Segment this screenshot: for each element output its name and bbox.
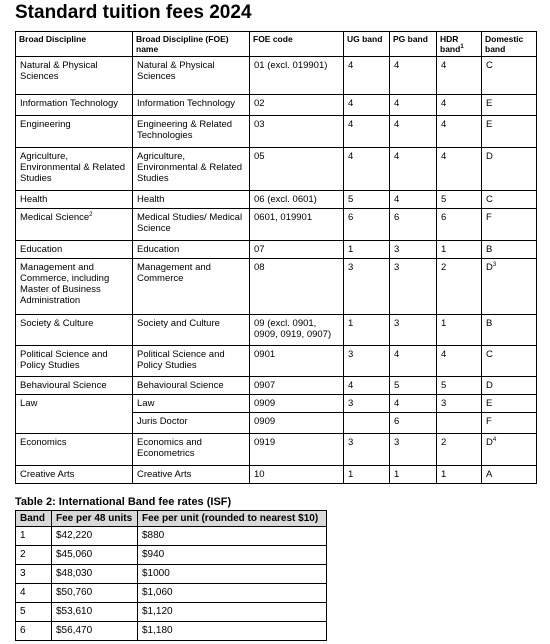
fee-per-unit-cell: [138, 603, 327, 622]
table-row: [16, 346, 537, 377]
domestic-band-cell-text: C: [486, 60, 493, 71]
column-header: [16, 32, 133, 57]
foe-name-cell: [133, 259, 250, 315]
broad-discipline-cell-text: Education: [20, 244, 63, 255]
column-header-text: Fee per 48 units: [56, 513, 133, 524]
foe-name-cell: [133, 434, 250, 466]
broad-discipline-cell: [16, 95, 133, 116]
ug-band-cell: [344, 346, 390, 377]
foe-code-cell-text: 07: [254, 244, 265, 255]
domestic-band-cell: [482, 466, 537, 484]
foe-name-cell-text: Economics and Econometrics: [137, 437, 202, 459]
hdr-band-cell: [437, 116, 482, 148]
pg-band-cell-text: 6: [394, 212, 400, 223]
foe-code-cell-text: 03: [254, 119, 265, 130]
foe-code-cell-text: 05: [254, 151, 265, 162]
hdr-band-cell: [437, 377, 482, 395]
foe-name-cell: [133, 209, 250, 241]
table-row: [16, 584, 327, 603]
fee-per-unit-cell-text: $1,060: [142, 587, 173, 598]
foe-code-cell-text: 06 (excl. 0601): [254, 194, 317, 205]
page-title: Standard tuition fees 2024: [15, 2, 252, 23]
hdr-band-cell-text: 1: [441, 244, 447, 255]
table-row: [16, 603, 327, 622]
foe-name-cell-text: Medical Studies/ Medical Science: [137, 212, 243, 234]
band-cell: [16, 527, 52, 546]
domestic-band-cell: [482, 116, 537, 148]
foe-name-cell: [133, 466, 250, 484]
domestic-band-cell: [482, 346, 537, 377]
fee-per-unit-cell: [138, 565, 327, 584]
fee-per-48-units-cell: [52, 622, 138, 641]
hdr-band-cell: [437, 413, 482, 434]
column-header-text: FOE code: [253, 34, 293, 44]
fee-per-unit-cell-text: $940: [142, 549, 165, 560]
foe-name-cell: [133, 191, 250, 209]
pg-band-cell: [390, 57, 437, 95]
column-header: [133, 32, 250, 57]
broad-discipline-cell: [16, 466, 133, 484]
pg-band-cell: [390, 116, 437, 148]
fee-per-48-units-cell-text: $56,470: [56, 625, 93, 636]
hdr-band-cell: [437, 241, 482, 259]
domestic-band-cell-footnote: 3: [492, 261, 497, 268]
foe-name-cell-text: Education: [137, 244, 180, 255]
band-cell: [16, 546, 52, 565]
domestic-band-cell: [482, 57, 537, 95]
domestic-band-cell-text: F: [486, 416, 492, 427]
band-cell-text: 5: [20, 606, 26, 617]
foe-code-cell-text: 01 (excl. 019901): [254, 60, 328, 71]
column-header-text: UG band: [347, 34, 383, 44]
table-row: [16, 565, 327, 584]
table-row: [16, 377, 537, 395]
table-header-row: [16, 32, 537, 57]
foe-name-cell: [133, 315, 250, 346]
ug-band-cell-text: 3: [348, 437, 354, 448]
table-row: [16, 395, 537, 413]
fee-per-unit-cell-text: $1000: [142, 568, 170, 579]
pg-band-cell-text: 4: [394, 60, 400, 71]
domestic-band-cell: [482, 413, 537, 434]
band-cell: [16, 584, 52, 603]
foe-code-cell: [250, 191, 344, 209]
pg-band-cell-text: 3: [394, 318, 400, 329]
foe-code-cell-text: 0909: [254, 416, 276, 427]
domestic-band-cell: [482, 241, 537, 259]
hdr-band-cell-text: 4: [441, 60, 447, 71]
foe-code-cell: [250, 116, 344, 148]
column-header-text: Broad Discipline (FOE) name: [136, 34, 229, 54]
pg-band-cell: [390, 466, 437, 484]
domestic-band-cell: [482, 191, 537, 209]
pg-band-cell: [390, 377, 437, 395]
foe-code-cell: [250, 395, 344, 413]
domestic-band-cell-text: D: [486, 437, 493, 448]
broad-discipline-cell: [16, 259, 133, 315]
table-row: [16, 116, 537, 148]
ug-band-cell-text: 4: [348, 98, 354, 109]
domestic-band-cell-text: C: [486, 194, 493, 205]
fee-per-unit-cell-text: $880: [142, 530, 165, 541]
column-header: [250, 32, 344, 57]
foe-name-cell: [133, 116, 250, 148]
fee-per-48-units-cell: [52, 546, 138, 565]
foe-code-cell-text: 02: [254, 98, 265, 109]
pg-band-cell: [390, 315, 437, 346]
hdr-band-cell: [437, 315, 482, 346]
table-row: [16, 622, 327, 641]
band-cell: [16, 565, 52, 584]
pg-band-cell-text: 4: [394, 119, 400, 130]
hdr-band-cell-text: 6: [441, 212, 447, 223]
domestic-band-cell: [482, 148, 537, 191]
foe-name-cell-text: Engineering & Related Technologies: [137, 119, 233, 141]
column-header: [16, 511, 52, 527]
foe-code-cell: [250, 466, 344, 484]
ug-band-cell-text: 5: [348, 194, 354, 205]
domestic-band-cell: [482, 434, 537, 466]
fee-per-unit-cell-text: $1,120: [142, 606, 173, 617]
broad-discipline-cell-text: Society & Culture: [20, 318, 94, 329]
fee-per-unit-cell: [138, 584, 327, 603]
pg-band-cell-text: 3: [394, 244, 400, 255]
pg-band-cell: [390, 395, 437, 413]
foe-code-cell: [250, 259, 344, 315]
foe-code-cell-text: 08: [254, 262, 265, 273]
domestic-band-cell-text: E: [486, 119, 493, 130]
pg-band-cell-text: 4: [394, 151, 400, 162]
table-row: [16, 466, 537, 484]
foe-name-cell: [133, 241, 250, 259]
hdr-band-cell: [437, 191, 482, 209]
international-band-fee-table: [15, 510, 327, 641]
fee-per-48-units-cell-text: $45,060: [56, 549, 93, 560]
foe-name-cell: [133, 346, 250, 377]
foe-code-cell: [250, 346, 344, 377]
broad-discipline-cell-text: Agriculture, Environmental & Related Studies: [20, 151, 126, 184]
hdr-band-cell: [437, 259, 482, 315]
pg-band-cell: [390, 434, 437, 466]
hdr-band-cell-text: 4: [441, 119, 447, 130]
broad-discipline-cell-text: Creative Arts: [20, 469, 75, 480]
fee-per-48-units-cell-text: $42,220: [56, 530, 93, 541]
broad-discipline-cell-text: Information Technology: [20, 98, 119, 109]
band-cell-text: 6: [20, 625, 26, 636]
column-header-footnote: 1: [460, 44, 464, 51]
domestic-band-cell: [482, 95, 537, 116]
hdr-band-cell: [437, 434, 482, 466]
fee-per-unit-cell-text: $1,180: [142, 625, 173, 636]
pg-band-cell: [390, 148, 437, 191]
pg-band-cell-text: 4: [394, 398, 400, 409]
foe-code-cell-text: 0901: [254, 349, 276, 360]
broad-discipline-cell-text: Health: [20, 194, 48, 205]
table-row: [16, 315, 537, 346]
hdr-band-cell: [437, 148, 482, 191]
hdr-band-cell: [437, 95, 482, 116]
broad-discipline-cell-text: Medical Science: [20, 212, 90, 223]
hdr-band-cell-text: 4: [441, 98, 447, 109]
hdr-band-cell-text: 3: [441, 398, 447, 409]
column-header: [138, 511, 327, 527]
foe-code-cell: [250, 315, 344, 346]
ug-band-cell-text: 4: [348, 60, 354, 71]
foe-name-cell-text: Behavioural Science: [137, 380, 224, 391]
tuition-fees-table: [15, 31, 537, 484]
ug-band-cell: [344, 241, 390, 259]
broad-discipline-cell: [16, 241, 133, 259]
foe-code-cell: [250, 148, 344, 191]
ug-band-cell: [344, 148, 390, 191]
domestic-band-cell-text: B: [486, 318, 493, 329]
band-cell-text: 4: [20, 587, 26, 598]
broad-discipline-cell: [16, 148, 133, 191]
column-header-text: Fee per unit (rounded to nearest $10): [142, 513, 319, 524]
table-row: [16, 95, 537, 116]
broad-discipline-cell-footnote: 2: [89, 211, 93, 218]
foe-code-cell-text: 09 (excl. 0901, 0909, 0919, 0907): [254, 318, 332, 340]
foe-code-cell: [250, 57, 344, 95]
domestic-band-cell-text: D: [486, 262, 493, 273]
broad-discipline-cell: [16, 434, 133, 466]
band-cell-text: 3: [20, 568, 26, 579]
domestic-band-cell: [482, 259, 537, 315]
broad-discipline-cell: [16, 395, 133, 434]
foe-name-cell-text: Juris Doctor: [137, 416, 188, 427]
broad-discipline-cell-text: Behavioural Science: [20, 380, 107, 391]
foe-name-cell: [133, 148, 250, 191]
hdr-band-cell-text: 5: [441, 380, 447, 391]
ug-band-cell: [344, 377, 390, 395]
broad-discipline-cell-text: Natural & Physical Sciences: [20, 60, 98, 82]
column-header: [482, 32, 537, 57]
hdr-band-cell-text: 5: [441, 194, 447, 205]
foe-name-cell-text: Health: [137, 194, 165, 205]
foe-name-cell: [133, 57, 250, 95]
ug-band-cell-text: 3: [348, 398, 354, 409]
ug-band-cell: [344, 95, 390, 116]
ug-band-cell-text: 4: [348, 380, 354, 391]
domestic-band-cell-footnote: 4: [492, 436, 497, 443]
broad-discipline-cell: [16, 116, 133, 148]
ug-band-cell: [344, 466, 390, 484]
ug-band-cell: [344, 395, 390, 413]
domestic-band-cell: [482, 209, 537, 241]
pg-band-cell: [390, 413, 437, 434]
table-row: [16, 434, 537, 466]
domestic-band-cell-text: B: [486, 244, 493, 255]
ug-band-cell: [344, 413, 390, 434]
foe-code-cell-text: 10: [254, 469, 265, 480]
fee-per-48-units-cell: [52, 584, 138, 603]
hdr-band-cell: [437, 395, 482, 413]
ug-band-cell: [344, 259, 390, 315]
foe-code-cell: [250, 241, 344, 259]
foe-name-cell-text: Political Science and Policy Studies: [137, 349, 225, 371]
ug-band-cell: [344, 434, 390, 466]
ug-band-cell-text: 1: [348, 318, 354, 329]
foe-name-cell-text: Society and Culture: [137, 318, 220, 329]
domestic-band-cell-text: A: [486, 469, 493, 480]
ug-band-cell-text: 6: [348, 212, 354, 223]
broad-discipline-cell-text: Law: [20, 398, 38, 409]
column-header: [344, 32, 390, 57]
table2-title: Table 2: International Band fee rates (ISF): [15, 496, 232, 508]
band-cell-text: 2: [20, 549, 26, 560]
foe-code-cell: [250, 209, 344, 241]
foe-name-cell-text: Law: [137, 398, 155, 409]
column-header: [437, 32, 482, 57]
foe-code-cell: [250, 413, 344, 434]
column-header-text: Broad Discipline: [19, 34, 87, 44]
fee-per-48-units-cell-text: $50,760: [56, 587, 93, 598]
foe-name-cell-text: Agriculture, Environmental & Related Studies: [137, 151, 243, 184]
pg-band-cell: [390, 241, 437, 259]
pg-band-cell-text: 6: [394, 416, 400, 427]
foe-name-cell: [133, 377, 250, 395]
table-row: [16, 259, 537, 315]
ug-band-cell-text: 1: [348, 469, 354, 480]
hdr-band-cell-text: 2: [441, 262, 447, 273]
hdr-band-cell-text: 1: [441, 469, 447, 480]
column-header: [52, 511, 138, 527]
ug-band-cell: [344, 191, 390, 209]
fee-per-48-units-cell-text: $53,610: [56, 606, 93, 617]
broad-discipline-cell-text: Political Science and Policy Studies: [20, 349, 108, 371]
fee-per-unit-cell: [138, 622, 327, 641]
ug-band-cell-text: 3: [348, 262, 354, 273]
pg-band-cell-text: 4: [394, 349, 400, 360]
column-header-text: Band: [20, 513, 45, 524]
fee-per-48-units-cell: [52, 565, 138, 584]
broad-discipline-cell-text: Economics: [20, 437, 67, 448]
domestic-band-cell-text: E: [486, 98, 493, 109]
domestic-band-cell: [482, 395, 537, 413]
hdr-band-cell: [437, 346, 482, 377]
domestic-band-cell: [482, 377, 537, 395]
fee-per-unit-cell: [138, 527, 327, 546]
pg-band-cell-text: 4: [394, 98, 400, 109]
ug-band-cell: [344, 116, 390, 148]
fee-per-48-units-cell-text: $48,030: [56, 568, 93, 579]
pg-band-cell: [390, 209, 437, 241]
ug-band-cell: [344, 209, 390, 241]
foe-name-cell-text: Natural & Physical Sciences: [137, 60, 215, 82]
fee-per-48-units-cell: [52, 527, 138, 546]
foe-name-cell: [133, 413, 250, 434]
hdr-band-cell: [437, 57, 482, 95]
column-header-text: Domestic band: [485, 34, 524, 54]
pg-band-cell-text: 3: [394, 437, 400, 448]
table-row: [16, 241, 537, 259]
domestic-band-cell-text: C: [486, 349, 493, 360]
ug-band-cell-text: 1: [348, 244, 354, 255]
column-header: [390, 32, 437, 57]
pg-band-cell: [390, 346, 437, 377]
pg-band-cell: [390, 191, 437, 209]
ug-band-cell: [344, 315, 390, 346]
foe-name-cell-text: Creative Arts: [137, 469, 192, 480]
pg-band-cell-text: 4: [394, 194, 400, 205]
column-header-text: PG band: [393, 34, 428, 44]
fee-per-48-units-cell: [52, 603, 138, 622]
hdr-band-cell: [437, 466, 482, 484]
ug-band-cell-text: 3: [348, 349, 354, 360]
hdr-band-cell-text: 4: [441, 151, 447, 162]
pg-band-cell-text: 1: [394, 469, 400, 480]
pg-band-cell-text: 3: [394, 262, 400, 273]
ug-band-cell: [344, 57, 390, 95]
table-row: [16, 527, 327, 546]
foe-code-cell-text: 0601, 019901: [254, 212, 313, 223]
band-cell: [16, 622, 52, 641]
broad-discipline-cell: [16, 346, 133, 377]
table-row: [16, 57, 537, 95]
foe-code-cell-text: 0907: [254, 380, 276, 391]
hdr-band-cell: [437, 209, 482, 241]
table-header-row: [16, 511, 327, 527]
fee-per-unit-cell: [138, 546, 327, 565]
broad-discipline-cell: [16, 377, 133, 395]
domestic-band-cell-text: D: [486, 151, 493, 162]
pg-band-cell: [390, 95, 437, 116]
table-row: [16, 546, 327, 565]
band-cell: [16, 603, 52, 622]
broad-discipline-cell-text: Engineering: [20, 119, 71, 130]
broad-discipline-cell: [16, 315, 133, 346]
broad-discipline-cell-text: Management and Commerce, including Master of Business Administration: [20, 262, 110, 306]
foe-code-cell: [250, 434, 344, 466]
foe-code-cell: [250, 95, 344, 116]
domestic-band-cell-text: D: [486, 380, 493, 391]
foe-name-cell: [133, 95, 250, 116]
foe-code-cell-text: 0909: [254, 398, 276, 409]
foe-name-cell-text: Information Technology: [137, 98, 236, 109]
pg-band-cell-text: 5: [394, 380, 400, 391]
broad-discipline-cell: [16, 191, 133, 209]
hdr-band-cell-text: 2: [441, 437, 447, 448]
domestic-band-cell-text: F: [486, 212, 492, 223]
hdr-band-cell-text: 4: [441, 349, 447, 360]
domestic-band-cell-text: E: [486, 398, 493, 409]
column-header-text: HDR band: [440, 34, 461, 54]
foe-name-cell-text: Management and Commerce: [137, 262, 211, 284]
table-row: [16, 191, 537, 209]
table-row: [16, 148, 537, 191]
broad-discipline-cell: [16, 57, 133, 95]
hdr-band-cell-text: 1: [441, 318, 447, 329]
table-row: [16, 209, 537, 241]
band-cell-text: 1: [20, 530, 26, 541]
ug-band-cell-text: 4: [348, 151, 354, 162]
pg-band-cell: [390, 259, 437, 315]
broad-discipline-cell: [16, 209, 133, 241]
ug-band-cell-text: 4: [348, 119, 354, 130]
foe-code-cell: [250, 377, 344, 395]
foe-name-cell: [133, 395, 250, 413]
domestic-band-cell: [482, 315, 537, 346]
foe-code-cell-text: 0919: [254, 437, 276, 448]
